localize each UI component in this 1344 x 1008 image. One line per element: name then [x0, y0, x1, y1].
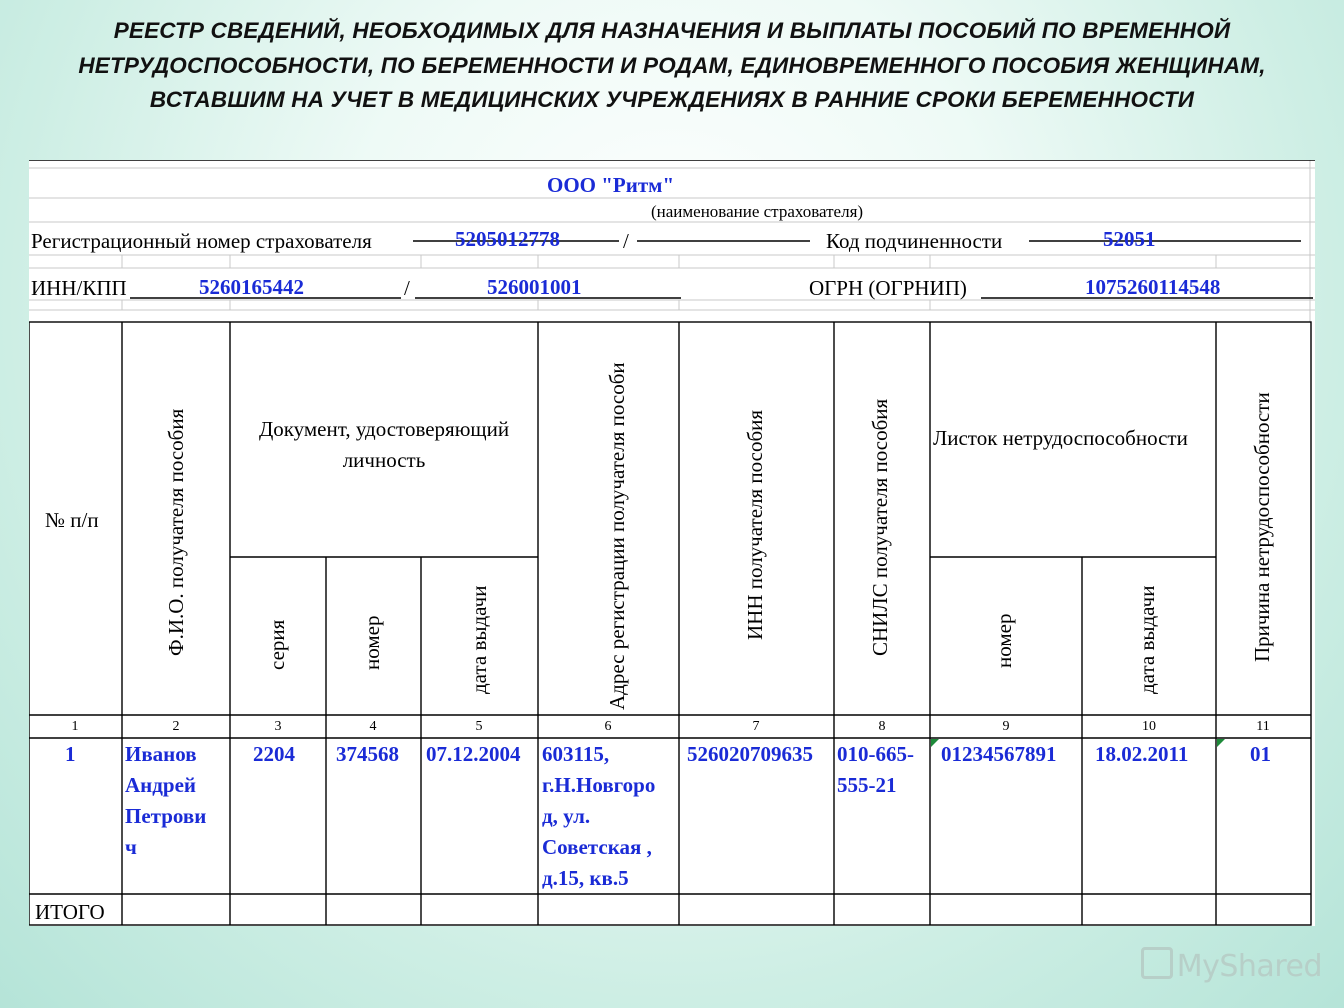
- header-snils: СНИЛС получателя пособия: [868, 398, 892, 656]
- header-doc-number: номер: [360, 615, 384, 670]
- registry-sheet: [29, 160, 1315, 926]
- row-doc-number: 374568: [336, 742, 399, 766]
- header-inn: ИНН получателя пособия: [743, 409, 767, 640]
- insurer-name: ООО "Ритм": [547, 173, 675, 197]
- header-doc-group: Документ, удостоверяющий личность: [258, 417, 510, 472]
- watermark: [1141, 947, 1322, 984]
- header-doc-series: серия: [265, 619, 289, 670]
- row-doc-date: 07.12.2004: [426, 742, 521, 766]
- ogrn-label: ОГРН (ОГРНИП): [809, 276, 967, 300]
- row-sick-number: 01234567891: [941, 742, 1057, 766]
- row-fio: Иванов Андрей Петрови ч: [125, 742, 207, 859]
- header-sick-number: номер: [992, 613, 1016, 668]
- subordination-code: 52051: [1103, 227, 1156, 251]
- row-sick-date: 18.02.2011: [1095, 742, 1189, 766]
- column-number: 3: [274, 719, 282, 734]
- column-number: 10: [1142, 719, 1156, 734]
- column-number: 5: [475, 719, 483, 734]
- page-title: РЕЕСТР СВЕДЕНИЙ, НЕОБХОДИМЫХ ДЛЯ НАЗНАЧЕНИЯ И ВЫПЛАТЫ ПОСОБИЙ ПО ВРЕМЕННОЙ НЕТРУДОСПОСОБНОСТИ, ПО БЕРЕМЕННОСТИ И РОДАМ, ЕДИНОВРЕМЕННОГО ПОСОБИЯ ЖЕНЩИНАМ, ВСТАВШИМ НА УЧЕТ В МЕДИЦИНСКИХ УЧРЕЖДЕНИЯХ В РАННИЕ СРОКИ БЕРЕМЕННОСТИ: [78, 18, 1266, 112]
- reg-number-slash: /: [623, 229, 629, 253]
- header-sick-date: дата выдачи: [1135, 585, 1159, 694]
- total-label: ИТОГО: [35, 900, 105, 924]
- cell-comment-marker-icon: [931, 739, 939, 747]
- column-number: 6: [604, 719, 612, 734]
- watermark-logo-icon: [1141, 947, 1173, 979]
- header-reason: Причина нетрудоспособности: [1250, 392, 1274, 662]
- column-number: 1: [71, 719, 79, 734]
- kpp-value: 526001001: [487, 275, 582, 299]
- header-doc-date: дата выдачи: [467, 585, 491, 694]
- header-sick-group: Листок нетрудоспособности: [933, 426, 1188, 450]
- row-snils: 010-665- 555-21: [837, 742, 914, 797]
- watermark-text: MyShared: [1176, 949, 1322, 984]
- header-num: № п/п: [45, 508, 99, 532]
- subordination-label: Код подчиненности: [826, 229, 1003, 253]
- column-number: 11: [1256, 719, 1270, 734]
- column-number: 2: [172, 719, 180, 734]
- ogrn-value: 1075260114548: [1085, 275, 1221, 299]
- insurer-name-caption: (наименование страхователя): [651, 202, 864, 221]
- inn-value: 5260165442: [199, 275, 304, 299]
- column-number: 8: [878, 719, 886, 734]
- column-number: 7: [752, 719, 760, 734]
- row-num: 1: [65, 742, 76, 766]
- row-inn: 526020709635: [687, 742, 813, 766]
- reg-number-label: Регистрационный номер страхователя: [31, 229, 372, 253]
- inn-kpp-label: ИНН/КПП: [31, 276, 127, 300]
- reg-number-value: 5205012778: [455, 227, 560, 251]
- cell-comment-marker-icon: [1217, 739, 1225, 747]
- header-fio: Ф.И.О. получателя пособия: [164, 408, 188, 656]
- row-address: 603115, г.Н.Новгоро д, ул. Советская , д.15, кв.5: [542, 742, 656, 890]
- header-address: Адрес регистрации получателя пособи: [605, 362, 629, 710]
- row-reason: 01: [1250, 742, 1271, 766]
- column-number: 4: [369, 719, 377, 734]
- column-number: 9: [1002, 719, 1010, 734]
- inn-kpp-slash: /: [404, 276, 410, 300]
- row-doc-series: 2204: [253, 742, 295, 766]
